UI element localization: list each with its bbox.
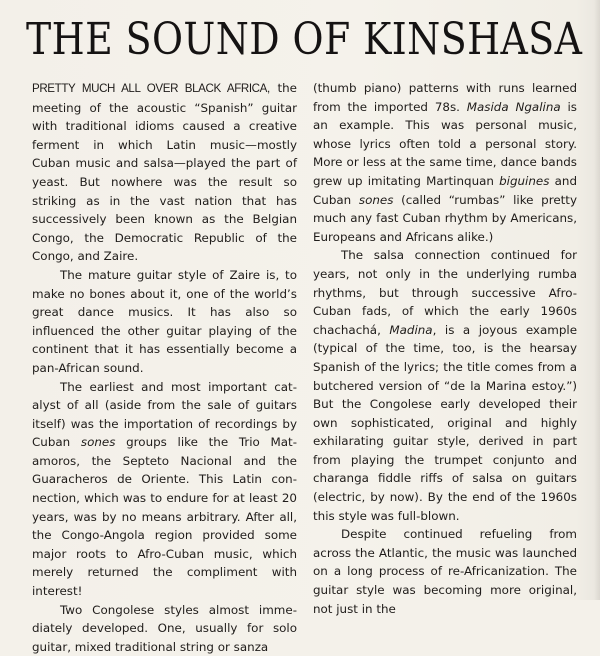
paragraph-text: Two Congolese styles almost immediately developed. One, usually for solo guitar, mixed traditional string or sanza <box>32 602 297 654</box>
paragraph-text: the meeting of the acoustic “Spanish” guitar with traditional idioms caused a creative ferment in which Latin music—mostly Cuban music and salsa—played the part of yeast. But nowhere was the result so striking as in the vast nation that has successively been known as the Belgian Congo, the Democratic Republic of the Congo, and Zaire. <box>32 81 297 264</box>
paragraph-text: The earliest and most important catalyst of all (aside from the sale of guitars itself) was the importation of recordings by Cuban <box>32 379 297 450</box>
left-column <box>32 79 297 656</box>
paragraph-catalyst <box>32 378 297 601</box>
italic-song-title: Masida Ngalina <box>466 99 561 114</box>
paragraph-text: The salsa connection continued for years, not only in the underlying rumba rhythms, but through successive Afro-Cuban fads, of which the early 1960s chachachá, <box>313 248 577 337</box>
paragraph-text: (thumb piano) patterns with runs learned from the imported 78s. <box>313 81 577 114</box>
scan-edge-shadow <box>594 0 600 600</box>
paragraph-salsa-connection <box>313 246 577 525</box>
paragraph-text: , is a joyous example (typical of the time, too, is the hearsay Spanish of the lyrics; the title comes from a butchered version of “de la Marina estoy.”) But the Congolese early developed their own sophisticated, original and highly exhilarating guitar style, derived in part from playing the trumpet conjunto and charanga fiddle riffs of salsa on guitars (electric, by now). By the end of the 1960s this style was full-blown. <box>313 322 578 523</box>
paragraph-text: and Cuban <box>313 173 577 207</box>
italic-term: biguines <box>499 173 550 188</box>
paragraph-text: Despite continued refueling from across the Atlantic, the music was launched on a long process of re-Africanization. The guitar style was becoming more original, not just in the <box>313 527 577 616</box>
paragraph-text: The mature guitar style of Zaire is, to make no bones about it, one of the world’s great dance musics. It has also so influenced the other guitar playing of the continent that it has essentially become a pan-African sound. <box>32 267 297 375</box>
italic-song-title: Madina <box>389 322 433 337</box>
right-column <box>313 79 577 618</box>
italic-term: sones <box>358 192 394 207</box>
paragraph-text: (called “rumbas” like pretty much any fast Cuban rhythm by Americans, Europeans and Africans alike.) <box>313 192 577 244</box>
paragraph-intro <box>32 79 297 266</box>
paragraph-thumb-piano <box>313 79 577 246</box>
paragraph-guitar-style <box>32 266 297 378</box>
paragraph-two-styles <box>32 601 297 656</box>
paragraph-text: is an example. This was personal music, whose lyrics often told a personal story. More or less at the same time, dance bands grew up imitating Martinquan <box>313 99 577 188</box>
paragraph-re-africanization <box>313 525 577 618</box>
page-title: THE SOUND OF KINSHASA <box>26 14 583 65</box>
italic-term: sones <box>80 435 116 450</box>
lead-in-caps: PRETTY MUCH ALL OVER BLACK AFRICA, <box>32 82 270 95</box>
paragraph-text: groups like the Trio Matamoros, the Septeto Nacional and the Guaracheros de Oriente. This Latin connection, which was to endure for at least 20 years, was by no means arbitrary. After all, the Congo-Angola region provided some major roots to Afro-Cuban music, which merely returned the compliment with interest! <box>32 435 297 599</box>
